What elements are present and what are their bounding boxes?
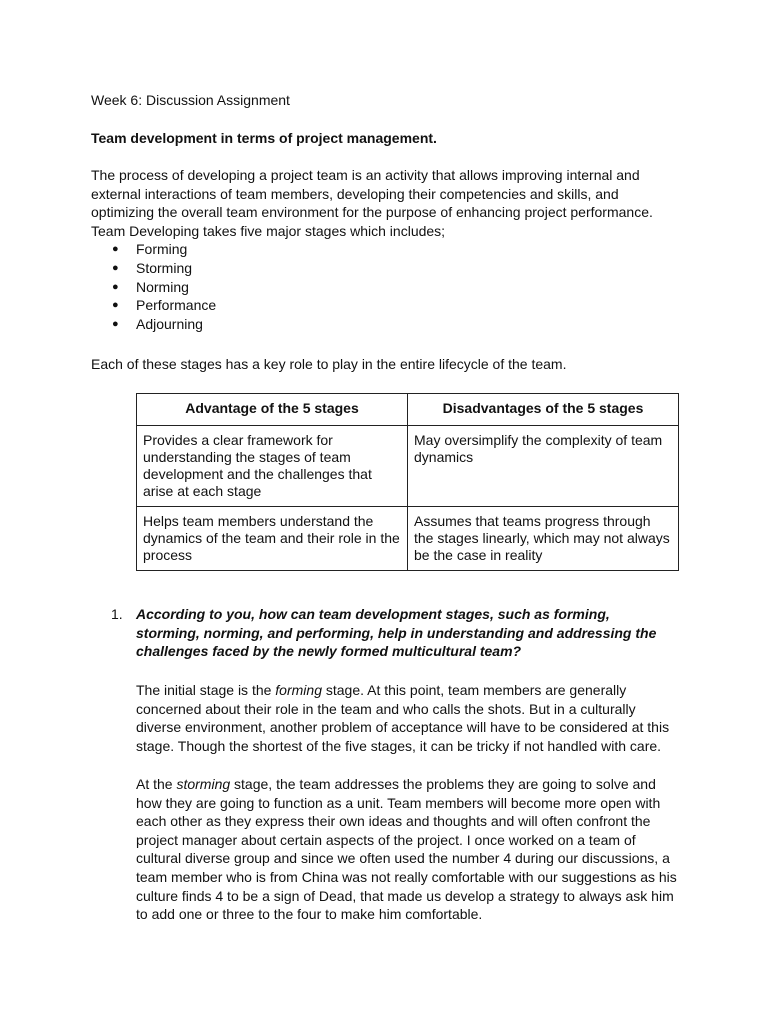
emphasis-storming: storming — [176, 776, 231, 792]
list-item: ● Norming — [91, 278, 681, 297]
table-row — [137, 426, 679, 507]
document-title: Week 6: Discussion Assignment — [91, 92, 290, 108]
text-run: stage. At this point, team members are generally concerned about their role in the team and who calls the shots. But in a culturally diverse environment, another problem of acceptance will have to be considered at this stage. Though the shortest of the five stages, it can be tricky if not handled with care. — [136, 682, 670, 754]
question-text: According to you, how can team development stages, such as forming, storming, norming, and performing, help in understanding and addressing the challenges faced by the newly formed multicultural team? — [136, 606, 657, 660]
text-run: stage, the team addresses the problems they are going to solve and how they are going to function as a unit. Team members will become more open with each other as they express their own ideas and thoughts and will often confront the project manager about certain aspects of the project. I once worked on a team of cultural diverse group and since we often used the number 4 during our discussions, a team member who is from China was not really comfortable with our suggestions as his culture finds 4 to be a sign of Dead, that made us develop a strategy to always ask him to add one or three to the four to make him comfortable. — [136, 776, 677, 923]
list-item: ● Performance — [91, 296, 681, 315]
question-item — [111, 605, 671, 661]
list-item: ● Storming — [91, 259, 681, 278]
header-disadvantages: Disadvantages of the 5 stages — [408, 394, 679, 426]
table-cell: May oversimplify the complexity of team dynamics — [408, 426, 679, 507]
table-cell: Helps team members understand the dynamics of the team and their role in the process — [137, 507, 408, 571]
question-number: 1. — [111, 606, 123, 622]
answer-paragraph-forming — [136, 681, 681, 755]
table-row — [137, 507, 679, 571]
stages-summary: Each of these stages has a key role to play in the entire lifecycle of the team. — [91, 356, 567, 372]
stages-list — [91, 240, 681, 333]
table-cell: Assumes that teams progress through the stages linearly, which may not always be the case in reality — [408, 507, 679, 571]
header-advantages: Advantage of the 5 stages — [137, 394, 408, 426]
answer-paragraph-storming — [136, 775, 681, 924]
intro-section — [91, 166, 681, 333]
intro-paragraph: The process of developing a project team is an activity that allows improving internal and external interactions of team members, developing their competencies and skills, and optimizing the overall team environment for the purpose of enhancing project performance. Team Developing takes five major stages which includes; — [91, 167, 653, 239]
list-item: ● Adjourning — [91, 315, 681, 334]
table-header-row — [137, 394, 679, 426]
list-item: ● Forming — [91, 240, 681, 259]
section-heading: Team development in terms of project management. — [91, 130, 437, 146]
table-cell: Provides a clear framework for understanding the stages of team development and the challenges that arise at each stage — [137, 426, 408, 507]
text-run: The initial stage is the — [136, 682, 276, 698]
comparison-table — [136, 393, 679, 571]
emphasis-forming: forming — [275, 682, 322, 698]
text-run: At the — [136, 776, 177, 792]
